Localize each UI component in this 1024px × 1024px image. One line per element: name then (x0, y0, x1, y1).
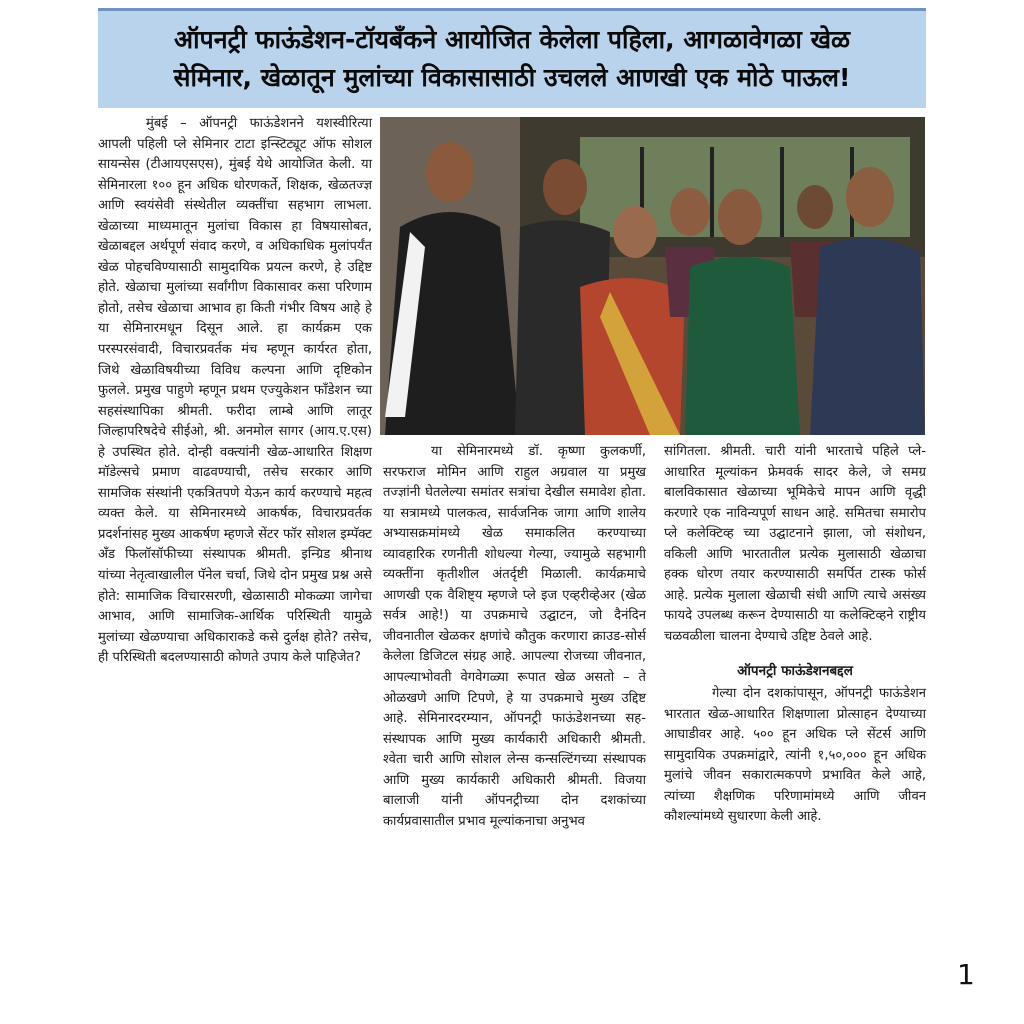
article-column-2 (383, 442, 646, 832)
article-column-1 (98, 114, 372, 669)
headline-banner (98, 8, 926, 108)
column-3-text: सांगितला. श्रीमती. चारी यांनी भारताचे पहिले प्ले-आधारित मूल्यांकन फ्रेमवर्क सादर केले, जे समग्र बालविकासात खेळाच्या भूमिकेचे मापन आणि वृद्धी करणारे एक नाविन्यपूर्ण साधन आहे. समितचा समारोप प्ले कलेक्टिव्ह च्या उद्घाटनाने झाला, जो संशोधन, वकिली आणि भारतातील प्रत्येक मुलासाठी खेळाचा हक्क धोरण तयार करण्यासाठी समर्पित टास्क फोर्स आहे. प्रत्येक मुलाला खेळाची संधी आणि त्याचे असंख्य फायदे उपलब्ध करून देण्यासाठी या कलेक्टिव्हने राष्ट्रीय चळवळीला चालना देण्याचे उद्दिष्ट ठेवले आहे. (664, 444, 926, 644)
column-3-about-text: गेल्या दोन दशकांपासून, ऑपनट्री फाऊंडेशन भारतात खेळ-आधारित शिक्षणाला प्रोत्साहन देण्याच्या आघाडीवर आहे. ५०० हून अधिक प्ले सेंटर्स आणि सामुदायिक उपक्रमांद्वारे, त्यांनी १,५०,००० हून अधिक मुलांचे जीवन सकारात्मकपणे प्रभावित केले आहे, त्यांच्या शैक्षणिक परिणामांमध्ये आणि जीवन कौशल्यांमध्ये सुधारणा केली आहे. (664, 686, 926, 825)
page-number: 1 (957, 958, 975, 991)
column-2-text: या सेमिनारमध्ये डॉ. कृष्णा कुलकर्णी, सरफराज मोमिन आणि राहुल अग्रवाल या प्रमुख तज्ज्ञांनी घेतलेल्या समांतर सत्रांचा देखील समावेश होता. या सत्रामध्ये पालकत्व, सार्वजनिक जागा आणि शालेय अभ्यासक्रमांमध्ये खेळ समाकलित करण्याच्या व्यावहारिक रणनीती शोधल्या गेल्या, ज्यामुळे सहभागी व्यक्तींना कृतीशील अंतर्दृष्टी मिळाली. कार्यक्रमाचे आणखी एक वैशिष्ट्य म्हणजे प्ले इज एव्हरीव्हेअर (खेळ सर्वत्र आहे!) या उपक्रमाचे उद्घाटन, जो दैनंदिन जीवनातील खेळकर क्षणांचे कौतुक करणारा क्राउड-सोर्स केलेला डिजिटल संग्रह आहे. आपल्या रोजच्या जीवनात, आपल्याभोवती वेगवेगळ्या रूपात खेळ असतो – ते ओळखणे आणि टिपणे, हे या उपक्रमाचे मुख्य उद्दिष्ट आहे. सेमिनारदरम्यान, ऑपनट्री फाऊंडेशनच्या सह-संस्थापक आणि मुख्य कार्यकारी अधिकारी श्रीमती. श्वेता चारी आणि सोशल लेन्स कन्सल्टिंगच्या संस्थापक आणि मुख्य कार्यकारी अधिकारी श्रीमती. विजया बालाजी यांनी ऑपनट्रीच्या दोन दशकांच्या कार्यप्रवासातील प्रभाव मूल्यांकनाचा अनुभव (383, 444, 646, 829)
headline-line-2: सेमिनार, खेळातून मुलांच्या विकासासाठी उचलले आणखी एक मोठे पाऊल! (173, 63, 851, 92)
article-column-3 (664, 442, 926, 828)
event-group-photo (380, 117, 925, 435)
column-1-text: मुंबई – ऑपनट्री फाऊंडेशनने यशस्वीरित्या आपली पहिली प्ले सेमिनार टाटा इन्स्टिट्यूट ऑफ सोशल सायन्सेस (टीआयएसएस), मुंबई येथे आयोजित केली. या सेमिनारला १०० हून अधिक धोरणकर्ते, शिक्षक, खेळतज्ज्ञ आणि स्वयंसेवी संस्थेतील व्यक्तींचा सहभाग लाभला. खेळाच्या माध्यमातून मुलांचा विकास हा विषयासोबत, खेळाबद्दल अर्थपूर्ण संवाद करणे, व अधिकाधिक मुलांपर्यंत खेळ पोहचविण्यासाठी सामुदायिक प्रयत्न करणे, हे उद्दिष्ट होते. खेळाचा मुलांच्या सर्वांगीण विकासावर कसा परिणाम होतो, तसेच खेळाचा आभाव हा किती गंभीर विषय आहे हे या सेमिनारमधून दिसून आले. हा कार्यक्रम एक परस्परसंवादी, विचारप्रवर्तक मंच म्हणून कार्यरत होता, जिथे खेळाविषयीच्या विविध कल्पना आणि दृष्टिकोन फुलले. प्रमुख पाहुणे म्हणून प्रथम एज्युकेशन फाँडेशन च्या सहसंस्थापिका श्रीमती. फरीदा लाम्बे आणि लातूर जिल्हापरिषदेचे सीईओ, श्री. अनमोल सागर (आय.ए.एस) हे उपस्थित होते. दोन्ही वक्त्यांनी खेळ-आधारित शिक्षण मॉडेल्सचे प्रमाण वाढवण्याची, तसेच सरकार आणि सामजिक संस्थांनी एकत्रितपणे येऊन कार्य करण्याचे महत्व व्यक्त केले. या सेमिनारमध्ये आकर्षक, विचारप्रवर्तक प्रदर्शनांसह मुख्य आकर्षण म्हणजे सेंटर फॉर सोशल इम्पॅक्ट अँड फिलॉसॉफीच्या संस्थापक श्रीमती. इन्ग्रिड श्रीनाथ यांच्या नेतृत्वाखालील पॅनेल चर्चा, जिथे दोन प्रमुख प्रश्न असे होते: सामाजिक विचारसरणी, खेळासाठी मोकळ्या जागेचा आभाव, आणि सामाजिक-आर्थिक परिस्थिती यामुळे मुलांच्या खेळण्याचा अधिकाराकडे कसे दुर्लक्ष होते? तसेच, ही परिस्थिती बदलण्यासाठी कोणते उपाय केले पाहिजेत? (98, 116, 372, 666)
about-subheading: ऑपनट्री फाऊंडेशनबद्दल (737, 663, 853, 680)
headline-line-1: ऑपनट्री फाऊंडेशन-टॉयबँकने आयोजित केलेला पहिला, आगळावेगळा खेळ (173, 25, 851, 54)
